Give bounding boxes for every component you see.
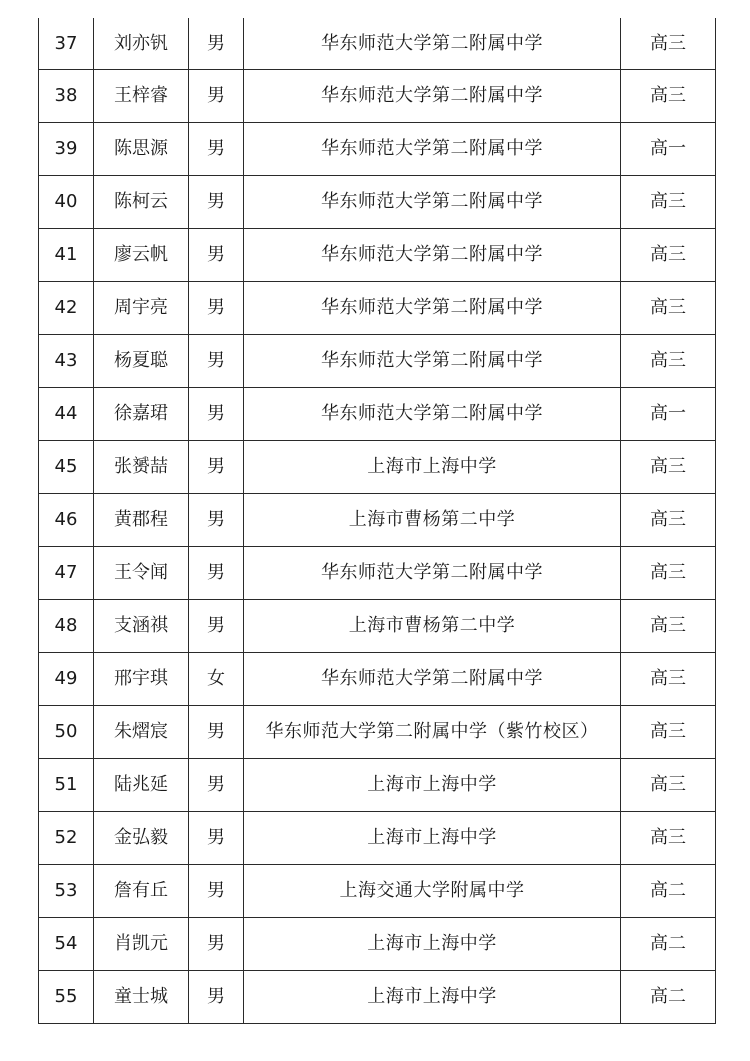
student-gender: 男 [189,123,244,176]
row-number: 53 [39,865,94,918]
student-roster-table [38,18,716,1024]
table-row [39,441,716,494]
school-name: 华东师范大学第二附属中学 [244,70,621,123]
school-name: 华东师范大学第二附属中学 [244,18,621,70]
school-name: 上海市曹杨第二中学 [244,494,621,547]
table-row [39,706,716,759]
student-name: 杨夏聪 [94,335,189,388]
school-name: 华东师范大学第二附属中学 [244,547,621,600]
grade-level: 高三 [621,70,716,123]
grade-level: 高三 [621,600,716,653]
student-gender: 男 [189,388,244,441]
row-number: 41 [39,229,94,282]
table-row [39,971,716,1024]
row-number: 50 [39,706,94,759]
student-name: 陆兆延 [94,759,189,812]
grade-level: 高三 [621,18,716,70]
grade-level: 高三 [621,282,716,335]
row-number: 54 [39,918,94,971]
student-name: 童士城 [94,971,189,1024]
school-name: 华东师范大学第二附属中学 [244,176,621,229]
grade-level: 高二 [621,865,716,918]
student-gender: 男 [189,918,244,971]
table-row [39,759,716,812]
school-name: 华东师范大学第二附属中学 [244,388,621,441]
table-row [39,388,716,441]
grade-level: 高三 [621,706,716,759]
school-name: 上海市上海中学 [244,918,621,971]
school-name: 华东师范大学第二附属中学（紫竹校区） [244,706,621,759]
table-row [39,70,716,123]
school-name: 华东师范大学第二附属中学 [244,282,621,335]
student-gender: 男 [189,18,244,70]
table-row [39,918,716,971]
school-name: 上海交通大学附属中学 [244,865,621,918]
row-number: 46 [39,494,94,547]
school-name: 上海市上海中学 [244,441,621,494]
row-number: 55 [39,971,94,1024]
row-number: 43 [39,335,94,388]
student-name: 廖云帆 [94,229,189,282]
row-number: 52 [39,812,94,865]
student-gender: 男 [189,176,244,229]
table-row [39,18,716,70]
school-name: 华东师范大学第二附属中学 [244,229,621,282]
student-gender: 男 [189,600,244,653]
student-gender: 男 [189,971,244,1024]
row-number: 39 [39,123,94,176]
student-gender: 男 [189,865,244,918]
student-name: 王令闻 [94,547,189,600]
row-number: 47 [39,547,94,600]
student-name: 张赟喆 [94,441,189,494]
student-gender: 男 [189,547,244,600]
student-name: 陈思源 [94,123,189,176]
table-row [39,600,716,653]
row-number: 51 [39,759,94,812]
table-row [39,335,716,388]
table-row [39,229,716,282]
row-number: 37 [39,18,94,70]
row-number: 45 [39,441,94,494]
student-name: 邢宇琪 [94,653,189,706]
table-row [39,812,716,865]
table-row [39,653,716,706]
student-name: 王梓睿 [94,70,189,123]
table-row [39,123,716,176]
school-name: 华东师范大学第二附属中学 [244,653,621,706]
table-row [39,494,716,547]
student-name: 黄郡程 [94,494,189,547]
grade-level: 高三 [621,812,716,865]
student-name: 徐嘉珺 [94,388,189,441]
row-number: 42 [39,282,94,335]
student-gender: 男 [189,441,244,494]
grade-level: 高一 [621,123,716,176]
grade-level: 高三 [621,229,716,282]
school-name: 上海市上海中学 [244,971,621,1024]
school-name: 上海市曹杨第二中学 [244,600,621,653]
school-name: 上海市上海中学 [244,812,621,865]
student-gender: 男 [189,494,244,547]
student-gender: 男 [189,229,244,282]
table-row [39,282,716,335]
table-row [39,865,716,918]
grade-level: 高二 [621,918,716,971]
school-name: 上海市上海中学 [244,759,621,812]
student-name: 詹有丘 [94,865,189,918]
school-name: 华东师范大学第二附属中学 [244,335,621,388]
student-gender: 男 [189,706,244,759]
row-number: 40 [39,176,94,229]
row-number: 49 [39,653,94,706]
grade-level: 高三 [621,494,716,547]
grade-level: 高三 [621,441,716,494]
grade-level: 高二 [621,971,716,1024]
school-name: 华东师范大学第二附属中学 [244,123,621,176]
row-number: 38 [39,70,94,123]
student-name: 朱熠宸 [94,706,189,759]
student-gender: 男 [189,759,244,812]
student-name: 支涵祺 [94,600,189,653]
student-gender: 男 [189,812,244,865]
grade-level: 高三 [621,176,716,229]
student-gender: 男 [189,282,244,335]
grade-level: 高三 [621,759,716,812]
row-number: 44 [39,388,94,441]
student-name: 金弘毅 [94,812,189,865]
grade-level: 高三 [621,547,716,600]
grade-level: 高三 [621,653,716,706]
table-row [39,176,716,229]
student-gender: 男 [189,70,244,123]
student-name: 肖凯元 [94,918,189,971]
student-name: 刘亦钒 [94,18,189,70]
student-gender: 女 [189,653,244,706]
student-name: 陈柯云 [94,176,189,229]
student-gender: 男 [189,335,244,388]
roster-body [39,18,716,1024]
table-row [39,547,716,600]
grade-level: 高一 [621,388,716,441]
row-number: 48 [39,600,94,653]
grade-level: 高三 [621,335,716,388]
student-name: 周宇亮 [94,282,189,335]
